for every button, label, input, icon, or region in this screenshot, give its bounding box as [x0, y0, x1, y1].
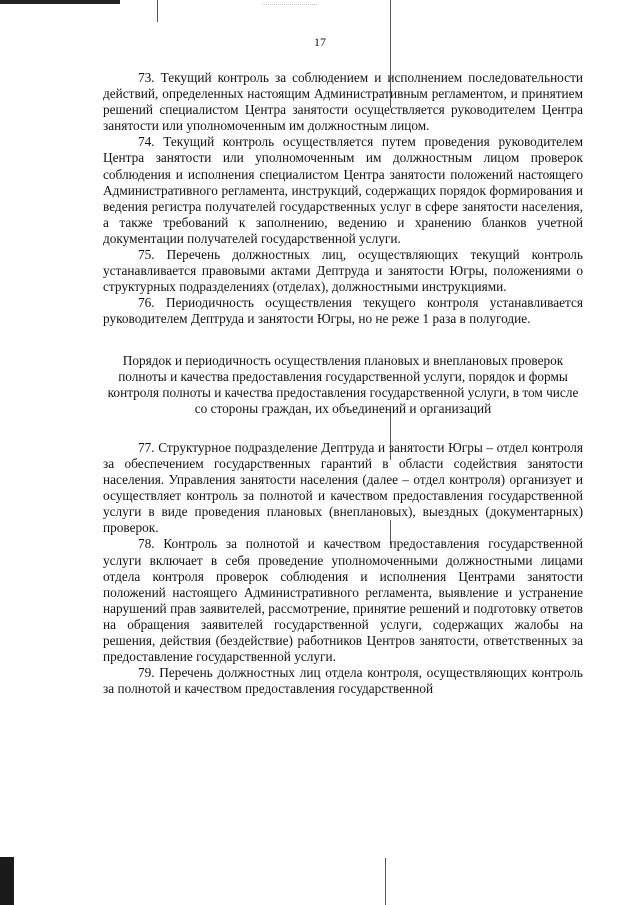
scan-edge-mark [0, 0, 120, 4]
page-number: 17 [314, 35, 326, 49]
paragraph-75: 75. Перечень должностных лиц, осуществляющих текущий контроль устанавливается правовыми актами Дептруда и занятости Югры, положениями о структурных подразделениях (отделах), должностными инструкциями. [103, 247, 583, 295]
scan-edge-mark-bottom [0, 857, 14, 905]
paragraph-77: 77. Структурное подразделение Дептруда и занятости Югры – отдел контроля за обеспечением государственных гарантий в области содействия занятости населения. Управления занятости населения (далее – отдел контроля) организует и осуществляет контроль за полнотой и качеством предоставления государственной услуги в виде проведения плановых (внеплановых), выездных (документарных) проверок. [103, 439, 583, 536]
fold-line-bottom [385, 858, 386, 905]
paragraph-78: 78. Контроль за полнотой и качеством предоставления государственной услуги включает в себя проведение уполномоченными должностными лицами отдела контроля проверок соблюдения и исполнения Центрами занятости положений настоящего Административного регламента, выявление и устранение нарушений прав заявителей, рассмотрение, принятие решений и подготовку ответов на обращения заявителей государственной услуги, содержащих жалобы на решения, действия (бездействие) работников Центров занятости, ответственных за предоставление государственной услуги. [103, 536, 583, 665]
section-heading: Порядок и периодичность осуществления плановых и внеплановых проверок полноты и качества предоставления государственной услуги, порядок и формы контроля полноты и качества предоставления государственной услуги, в том числе со стороны граждан, их объединений и организаций [107, 352, 579, 416]
paragraph-76: 76. Периодичность осуществления текущего контроля устанавливается руководителем Дептруда и занятости Югры, но не реже 1 раза в полугодие. [103, 295, 583, 327]
paragraph-79: 79. Перечень должностных лиц отдела контроля, осуществляющих контроль за полнотой и качеством предоставления государственной [103, 665, 583, 697]
scan-smudge [262, 4, 317, 10]
paragraph-74: 74. Текущий контроль осуществляется путем проведения руководителем Центра занятости или уполномоченным им должностным лицом проверок соблюдения и исполнения специалистом Центра занятости положений настоящего Административного регламента, инструкций, содержащих порядок формирования и ведения регистра получателей государственных услуг в сфере занятости населения, а также требований к заполнению, ведению и хранению бланков учетной документации получателей государственной услуги. [103, 134, 583, 246]
paragraph-73: 73. Текущий контроль за соблюдением и исполнением последовательности действий, определенных настоящим Административным регламентом, и принятием решений специалистом Центра занятости осуществляется руководителем Центра занятости или уполномоченным им должностным лицом. [103, 70, 583, 134]
fold-line-top [157, 0, 158, 22]
document-body [103, 70, 583, 697]
